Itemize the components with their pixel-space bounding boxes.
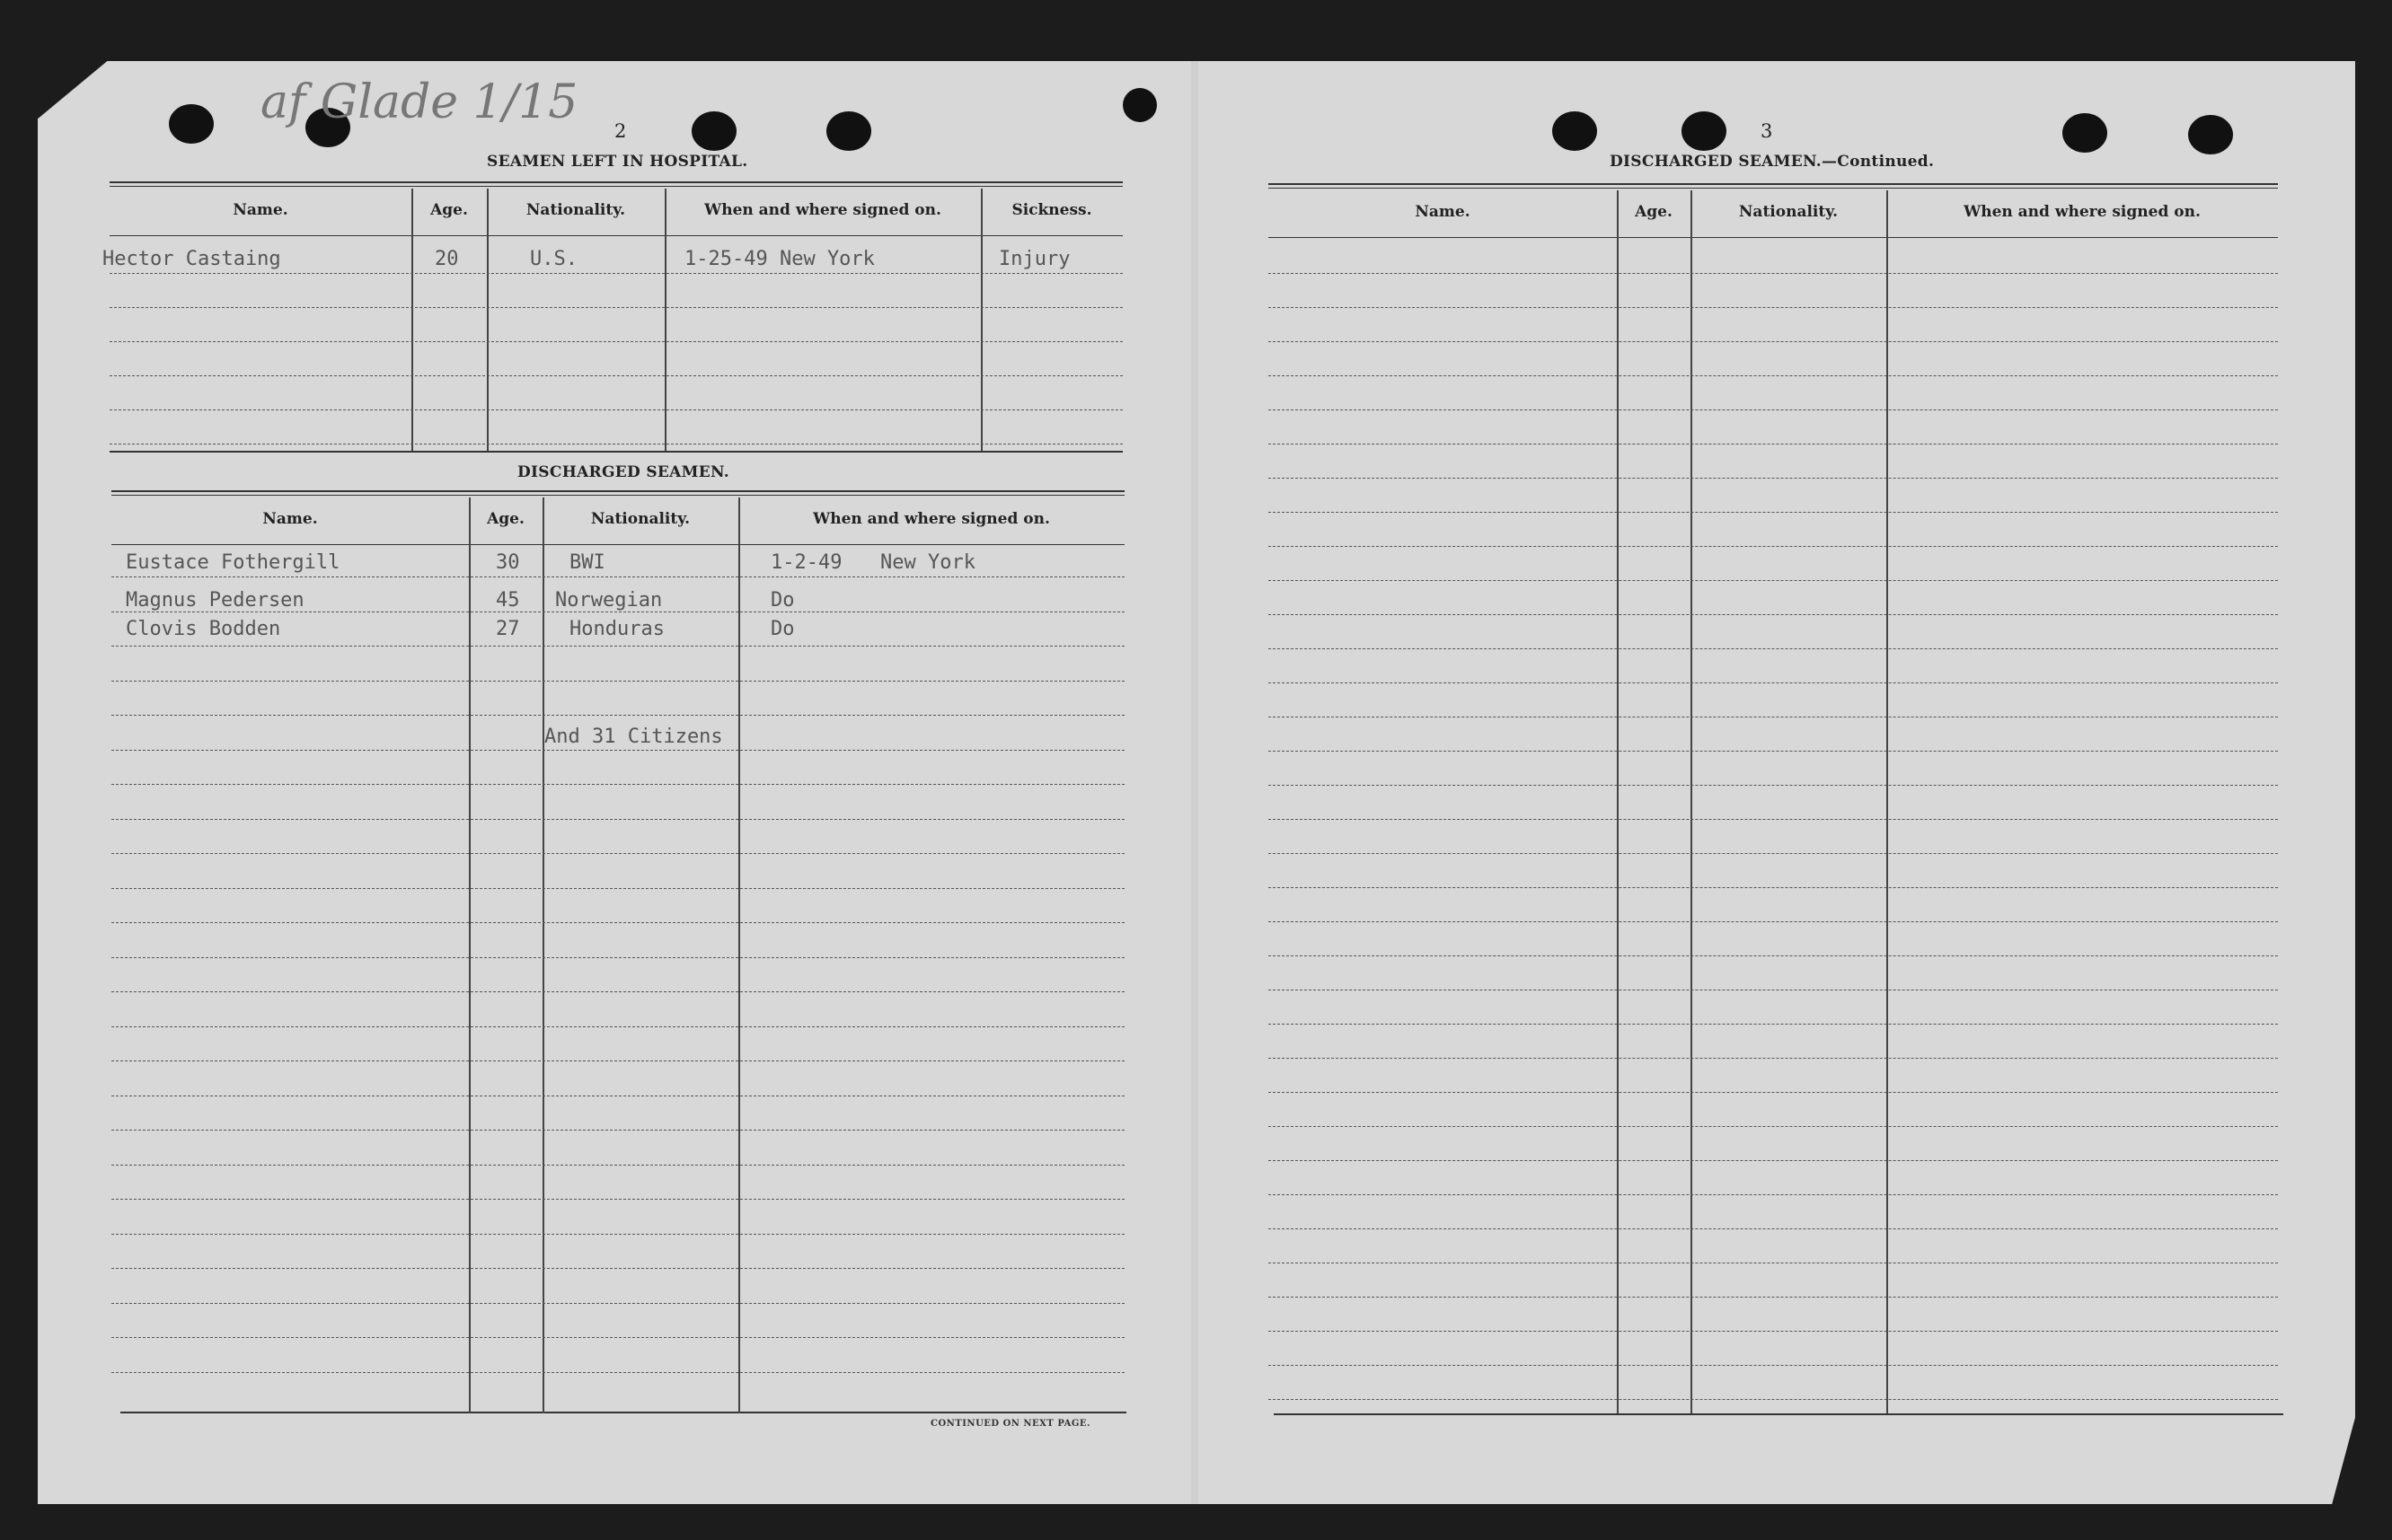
discharged-row-signed-on: 1-2-49 [771, 551, 843, 574]
ruled-line [111, 1026, 1125, 1027]
hospital-row-name: Hector Castaing [102, 248, 281, 270]
punch-hole [1552, 111, 1597, 151]
ruled-line [111, 819, 1125, 820]
ruled-line [111, 853, 1125, 854]
discharged-row-age: 30 [496, 551, 520, 574]
discharged-row-nationality: Norwegian [555, 589, 663, 612]
ruled-line [1268, 614, 2278, 615]
ruled-line [1268, 1126, 2278, 1127]
ruled-line [1268, 1297, 2278, 1298]
ruled-line [1268, 478, 2278, 479]
col-age: Age. [1635, 203, 1673, 221]
punch-hole [1681, 111, 1726, 151]
discharged-row-place: New York [880, 551, 975, 574]
discharged-row-name: Eustace Fothergill [126, 551, 340, 574]
col-nationality: Nationality. [1738, 203, 1839, 221]
ruled-line [111, 1199, 1125, 1200]
punch-hole [2188, 115, 2233, 154]
ruled-line [1268, 1058, 2278, 1059]
col-name: Name. [233, 201, 288, 219]
hospital-heading: SEAMEN LEFT IN HOSPITAL. [487, 153, 748, 171]
ruled-line [111, 1268, 1125, 1269]
ruled-line [1268, 785, 2278, 786]
ruled-line [111, 1130, 1125, 1131]
ruled-line [111, 922, 1125, 923]
discharged-row-age: 27 [496, 618, 520, 640]
ruled-line [111, 646, 1125, 647]
ruled-line [111, 1337, 1125, 1338]
ruled-line [1268, 375, 2278, 376]
discharged-row-signed-on: Do [771, 618, 795, 640]
discharged-row-nationality: Honduras [569, 618, 665, 640]
col-age: Age. [430, 201, 468, 219]
punch-hole [169, 104, 214, 144]
col-signed-on: When and where signed on. [1964, 203, 2201, 221]
ruled-line [111, 1303, 1125, 1304]
ruled-line [1268, 853, 2278, 854]
discharged-row-signed-on: Do [771, 589, 795, 612]
ruled-line [111, 750, 1125, 751]
ruled-line [1268, 648, 2278, 649]
ruled-line [1268, 1399, 2278, 1400]
discharged-continued-heading: DISCHARGED SEAMEN.—Continued. [1610, 153, 1935, 171]
discharged-table [111, 490, 1125, 1415]
discharged-heading: DISCHARGED SEAMEN. [517, 463, 729, 481]
ruled-line [111, 1060, 1125, 1061]
col-age: Age. [487, 510, 525, 528]
ruled-line [1268, 1024, 2278, 1025]
ruled-line [1268, 955, 2278, 956]
page-fold [1191, 61, 1198, 1504]
ruled-line [1268, 409, 2278, 410]
ruled-line [1268, 819, 2278, 820]
ruled-line [1268, 512, 2278, 513]
handwritten-note: af Glade 1/15 [260, 75, 578, 129]
ruled-line [111, 784, 1125, 785]
hospital-table [102, 181, 1123, 453]
ruled-line [1268, 1160, 2278, 1161]
ruled-line [111, 1234, 1125, 1235]
ruled-line [1268, 273, 2278, 274]
ruled-line [111, 1165, 1125, 1166]
ruled-line [1268, 307, 2278, 308]
discharged-row-nationality: BWI [569, 551, 605, 574]
col-name: Name. [1415, 203, 1470, 221]
hospital-row-age: 20 [435, 248, 459, 270]
hospital-row-signed-on: 1-25-49 New York [684, 248, 875, 270]
hospital-row-nationality: U.S. [530, 248, 578, 270]
discharged-row-name: Magnus Pedersen [126, 589, 305, 612]
col-name: Name. [262, 510, 318, 528]
col-signed-on: When and where signed on. [813, 510, 1050, 528]
page-number-left: 2 [614, 120, 627, 142]
ruled-line [111, 576, 1125, 577]
punch-hole [692, 111, 737, 151]
hospital-row-sickness: Injury [999, 248, 1071, 270]
ruled-line [1268, 887, 2278, 888]
col-nationality: Nationality. [590, 510, 691, 528]
discharged-row-name: Clovis Bodden [126, 618, 281, 640]
ruled-line [1268, 682, 2278, 683]
ruled-line [1268, 580, 2278, 581]
punch-hole [2062, 113, 2107, 153]
ruled-line [111, 681, 1125, 682]
discharged-continued-table [1268, 183, 2278, 1415]
ruled-line [1268, 1331, 2278, 1332]
punch-hole [1123, 88, 1157, 122]
col-sickness: Sickness. [1011, 201, 1092, 219]
ruled-line [111, 1372, 1125, 1373]
ruled-line [1268, 751, 2278, 752]
ruled-line [111, 957, 1125, 958]
ruled-line [111, 715, 1125, 716]
citizens-note: And 31 Citizens [544, 726, 723, 748]
ruled-line [1268, 1194, 2278, 1195]
ruled-line [1268, 1365, 2278, 1366]
ruled-line [1268, 1228, 2278, 1229]
punch-hole [826, 111, 871, 151]
col-nationality: Nationality. [525, 201, 626, 219]
ruled-line [111, 991, 1125, 992]
ruled-line [1268, 1092, 2278, 1093]
ruled-line [1268, 546, 2278, 547]
discharged-row-age: 45 [496, 589, 520, 612]
ruled-line [1268, 921, 2278, 922]
continued-footer: CONTINUED ON NEXT PAGE. [931, 1419, 1091, 1429]
col-signed-on: When and where signed on. [704, 201, 941, 219]
ruled-line [1268, 341, 2278, 342]
page-number-right: 3 [1761, 120, 1773, 142]
ruled-line [111, 888, 1125, 889]
